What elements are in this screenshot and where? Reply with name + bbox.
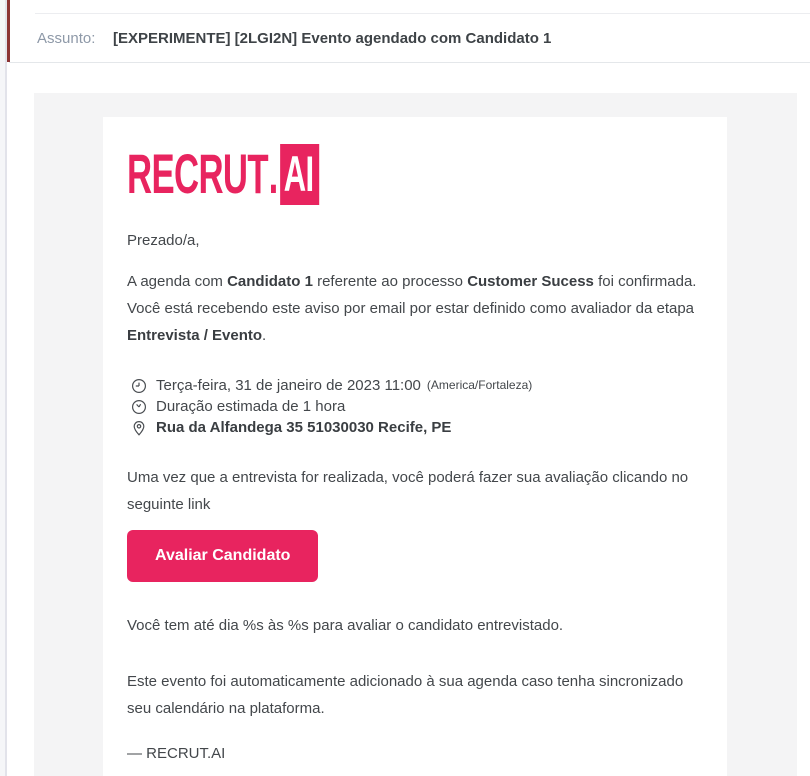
subject-label: Assunto:	[37, 29, 96, 47]
event-details	[131, 375, 697, 438]
subject-bar	[9, 14, 810, 63]
email-body-panel	[34, 93, 797, 776]
calendar-clock-icon	[131, 378, 147, 394]
logo-ai-box: AI	[280, 144, 319, 205]
intro-text: referente ao processo	[312, 273, 468, 290]
location-pin-icon	[131, 420, 147, 436]
subject-text: [EXPERIMENTE] [2LGI2N] Evento agendado com Candidato 1	[113, 29, 552, 47]
deadline-paragraph: Você tem até dia %s às %s para avaliar o candidato entrevistado.	[127, 617, 564, 634]
detail-row-location	[131, 417, 697, 438]
intro-paragraph	[127, 268, 697, 349]
calendar-paragraph: Este evento foi automaticamente adicionado à sua agenda caso tenha sincronizado seu calendário na plataforma.	[127, 673, 684, 717]
intro-text: .	[262, 327, 267, 344]
logo-word: RECRUT	[127, 142, 268, 205]
link-paragraph: Uma vez que a entrevista for realizada, você poderá fazer sua avaliação clicando no seguinte link	[127, 469, 689, 513]
greeting-text: Prezado/a,	[127, 232, 200, 249]
detail-row-duration	[131, 396, 697, 417]
event-timezone-text: (America/Fortaleza)	[426, 378, 533, 392]
email-card	[103, 117, 727, 776]
intro-text: A agenda com	[127, 273, 228, 290]
left-panel-edge	[0, 0, 7, 776]
logo-dot: .	[268, 142, 279, 205]
clock-icon	[131, 399, 147, 415]
event-location-text: Rua da Alfandega 35 51030030 Recife, PE	[156, 419, 452, 436]
avaliar-candidato-button[interactable]: Avaliar Candidato	[127, 530, 318, 582]
candidate-name: Candidato 1	[227, 273, 313, 290]
event-duration-text: Duração estimada de 1 hora	[156, 398, 346, 415]
recrutai-logo	[127, 142, 480, 205]
detail-row-date	[131, 375, 697, 396]
intro-text: foi confirmada. Você está recebendo este aviso por email por estar definido como avaliador da etapa	[127, 273, 697, 317]
stage-name: Entrevista / Evento	[127, 327, 263, 344]
process-name: Customer Sucess	[467, 273, 594, 290]
signature-text: — RECRUT.AI	[127, 745, 226, 762]
email-body-copy	[127, 227, 697, 767]
event-date-text: Terça-feira, 31 de janeiro de 2023 11:00	[156, 377, 421, 394]
